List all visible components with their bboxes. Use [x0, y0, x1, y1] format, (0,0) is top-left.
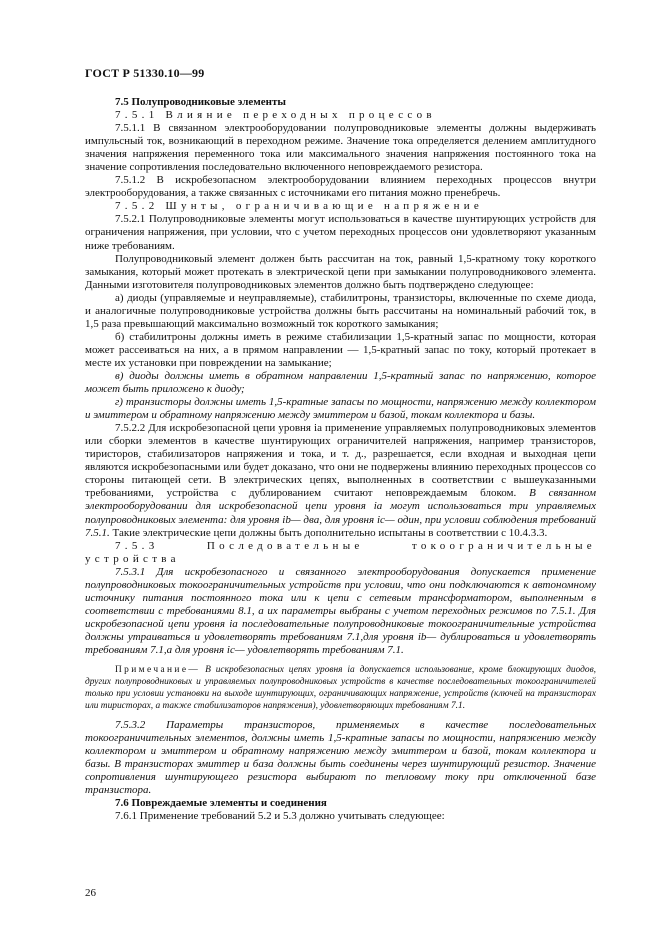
paragraph-7-5-2-2-tail: Такие электрические цепи должны быть дополнительно испытаны в соответствии с 10.4.3.3.	[112, 526, 548, 539]
paragraph-7-5-2-2-main: 7.5.2.2 Для искробезопасной цепи уровня ia применение управляемых полупроводниковых элементов или сборки элементов в качестве шунтирующих ограничителей напряжения, например транзисторов, тиристоров, стабилизаторов напряжения и тока, и т. д., разрешается, если входная и выходная цепи являются искробезопасными или будет доказано, что они не подвержены влиянию переходных процессов со стороны питающей сети. В электрических цепях, выполненных в соответствии с вышеуказанными требованиями, устройства с дублированием считают неповреждаемым блоком.	[85, 422, 596, 500]
paragraph-7-5-3-1: 7.5.3.1 Для искробезопасного и связанного электрооборудования допускается применение полупроводниковых токоограничительных устройств при условии, что они подключаются к автономному источнику питания постоянного тока или к цепи с сетевым трансформатором, выполненным в соответствии с требованиями 8.1, а их параметры выбраны с учетом переходных режимов по 7.5.1. Для искробезопасной цепи уровня ia последовательные полупроводниковые токоограничительные устройства должны утраиваться и удовлетворять требованиям 7.1,для уровня ib— дублироваться и удовлетворять требованиям 7.1,а для уровня ic— удовлетворять требованиям 7.1.	[85, 565, 596, 656]
list-item-a: а) диоды (управляемые и неуправляемые), стабилитроны, транзисторы, включенные по схеме диода, и аналогичные полупроводниковые устройства должны быть рассчитаны на номинальный рабочий ток, в 1,5 раза превышающий максимально возможный ток короткого замыкания;	[85, 291, 596, 330]
note-text: В искробезопасных цепях уровня ia допускается использование, кроме блокирующих диодов, других полупроводниковых и управляемых полупроводниковых устройств в качестве последовательных токоограничителей только при условии установки на выходе шунтирующих, ограничивающих напряжение, устройств (ключей на транзисторах или тиристорах, а также стабилизаторов напряжения), удовлетворяющих требованиям 7.1.	[85, 665, 596, 712]
paragraph-7-5-1-2: 7.5.1.2 В искробезопасном электрооборудовании влиянием переходных процессов внутри электрооборудования, а также связанных с источниками его питания можно пренебречь.	[85, 174, 596, 200]
list-item-g: г) транзисторы должны иметь 1,5-кратные запасы по мощности, напряжению между коллектором и эмиттером и обратному напряжению между эмиттером и базой, токам коллектора и базы.	[85, 396, 596, 422]
page-number: 26	[85, 887, 96, 899]
paragraph-7-5-2-2	[85, 422, 596, 539]
subsection-title-7-5-3: 7.5.3 Последовательные токоограничительные устройства	[85, 539, 596, 565]
note	[85, 664, 596, 712]
subsection-title-7-5-1: 7.5.1 Влияние переходных процессов	[115, 109, 436, 122]
paragraph-7-5-2-2-italic: В связанном электрооборудовании для искробезопасной цепи уровня ia могут использоваться три управляемых полупроводниковых элемента: для уровня ib— два, для уровня ic— один, при условии соблюдения требований 7.5.1.	[85, 487, 596, 539]
list-item-v: в) диоды должны иметь в обратном направлении 1,5-кратный запас по напряжению, которое может быть приложено к диоду;	[85, 369, 596, 396]
subsection-title-7-5-2: 7.5.2 Шунты, ограничивающие напряжение	[115, 200, 484, 213]
paragraph-element-rating: Полупроводниковый элемент должен быть рассчитан на ток, равный 1,5-кратному току короткого замыкания, который может протекать в электрической цепи при замыкании полупроводникового элемента. Данными изготовителя полупроводниковых элементов должно быть подтверждено следующее:	[85, 252, 596, 291]
paragraph-7-5-3-2: 7.5.3.2 Параметры транзисторов, применяемых в качестве последовательных токоограничительных элементов, должны иметь 1,5-кратные запасы по мощности, напряжению между коллектором и эмиттером и обратному напряжению между эмиттером и базой, токам коллектора и базы. В транзисторах эмиттер и база должны быть соединены через шунтирующий резистор. Значение сопротивления шунтирующего резистора выбирают по тепловому току при отключенной базе транзистора.	[85, 719, 596, 797]
paragraph-7-5-2-1: 7.5.2.1 Полупроводниковые элементы могут использоваться в качестве шунтирующих устройств для ограничения напряжения, при условии, что с учетом переходных процессов они удовлетворяют указанным ниже требованиям.	[85, 213, 596, 252]
list-item-b: б) стабилитроны должны иметь в режиме стабилизации 1,5-кратный запас по мощности, которая может рассеиваться на них, а в прямом направлении — 1,5-кратный запас по току, который протекает в месте их установки при повреждении на замыкание;	[85, 330, 596, 369]
paragraph-7-5-1-1: 7.5.1.1 В связанном электрооборудовании полупроводниковые элементы должны выдерживать импульсный ток, возникающий в переходном режиме. Значение тока определяется делением амплитудного значения напряжения переменного тока или максимального значения напряжения постоянного тока на значение сопротивления последовательно включенного неповреждаемого резистора.	[85, 122, 596, 174]
document-body	[85, 96, 596, 823]
note-label: Примечание—	[115, 665, 201, 676]
document-header: ГОСТ Р 51330.10—99	[85, 66, 205, 80]
paragraph-7-6-1: 7.6.1 Применение требований 5.2 и 5.3 должно учитывать следующее:	[115, 810, 445, 823]
section-heading-7-6: 7.6 Повреждаемые элементы и соединения	[115, 797, 327, 810]
section-heading-7-5: 7.5 Полупроводниковые элементы	[115, 96, 286, 108]
